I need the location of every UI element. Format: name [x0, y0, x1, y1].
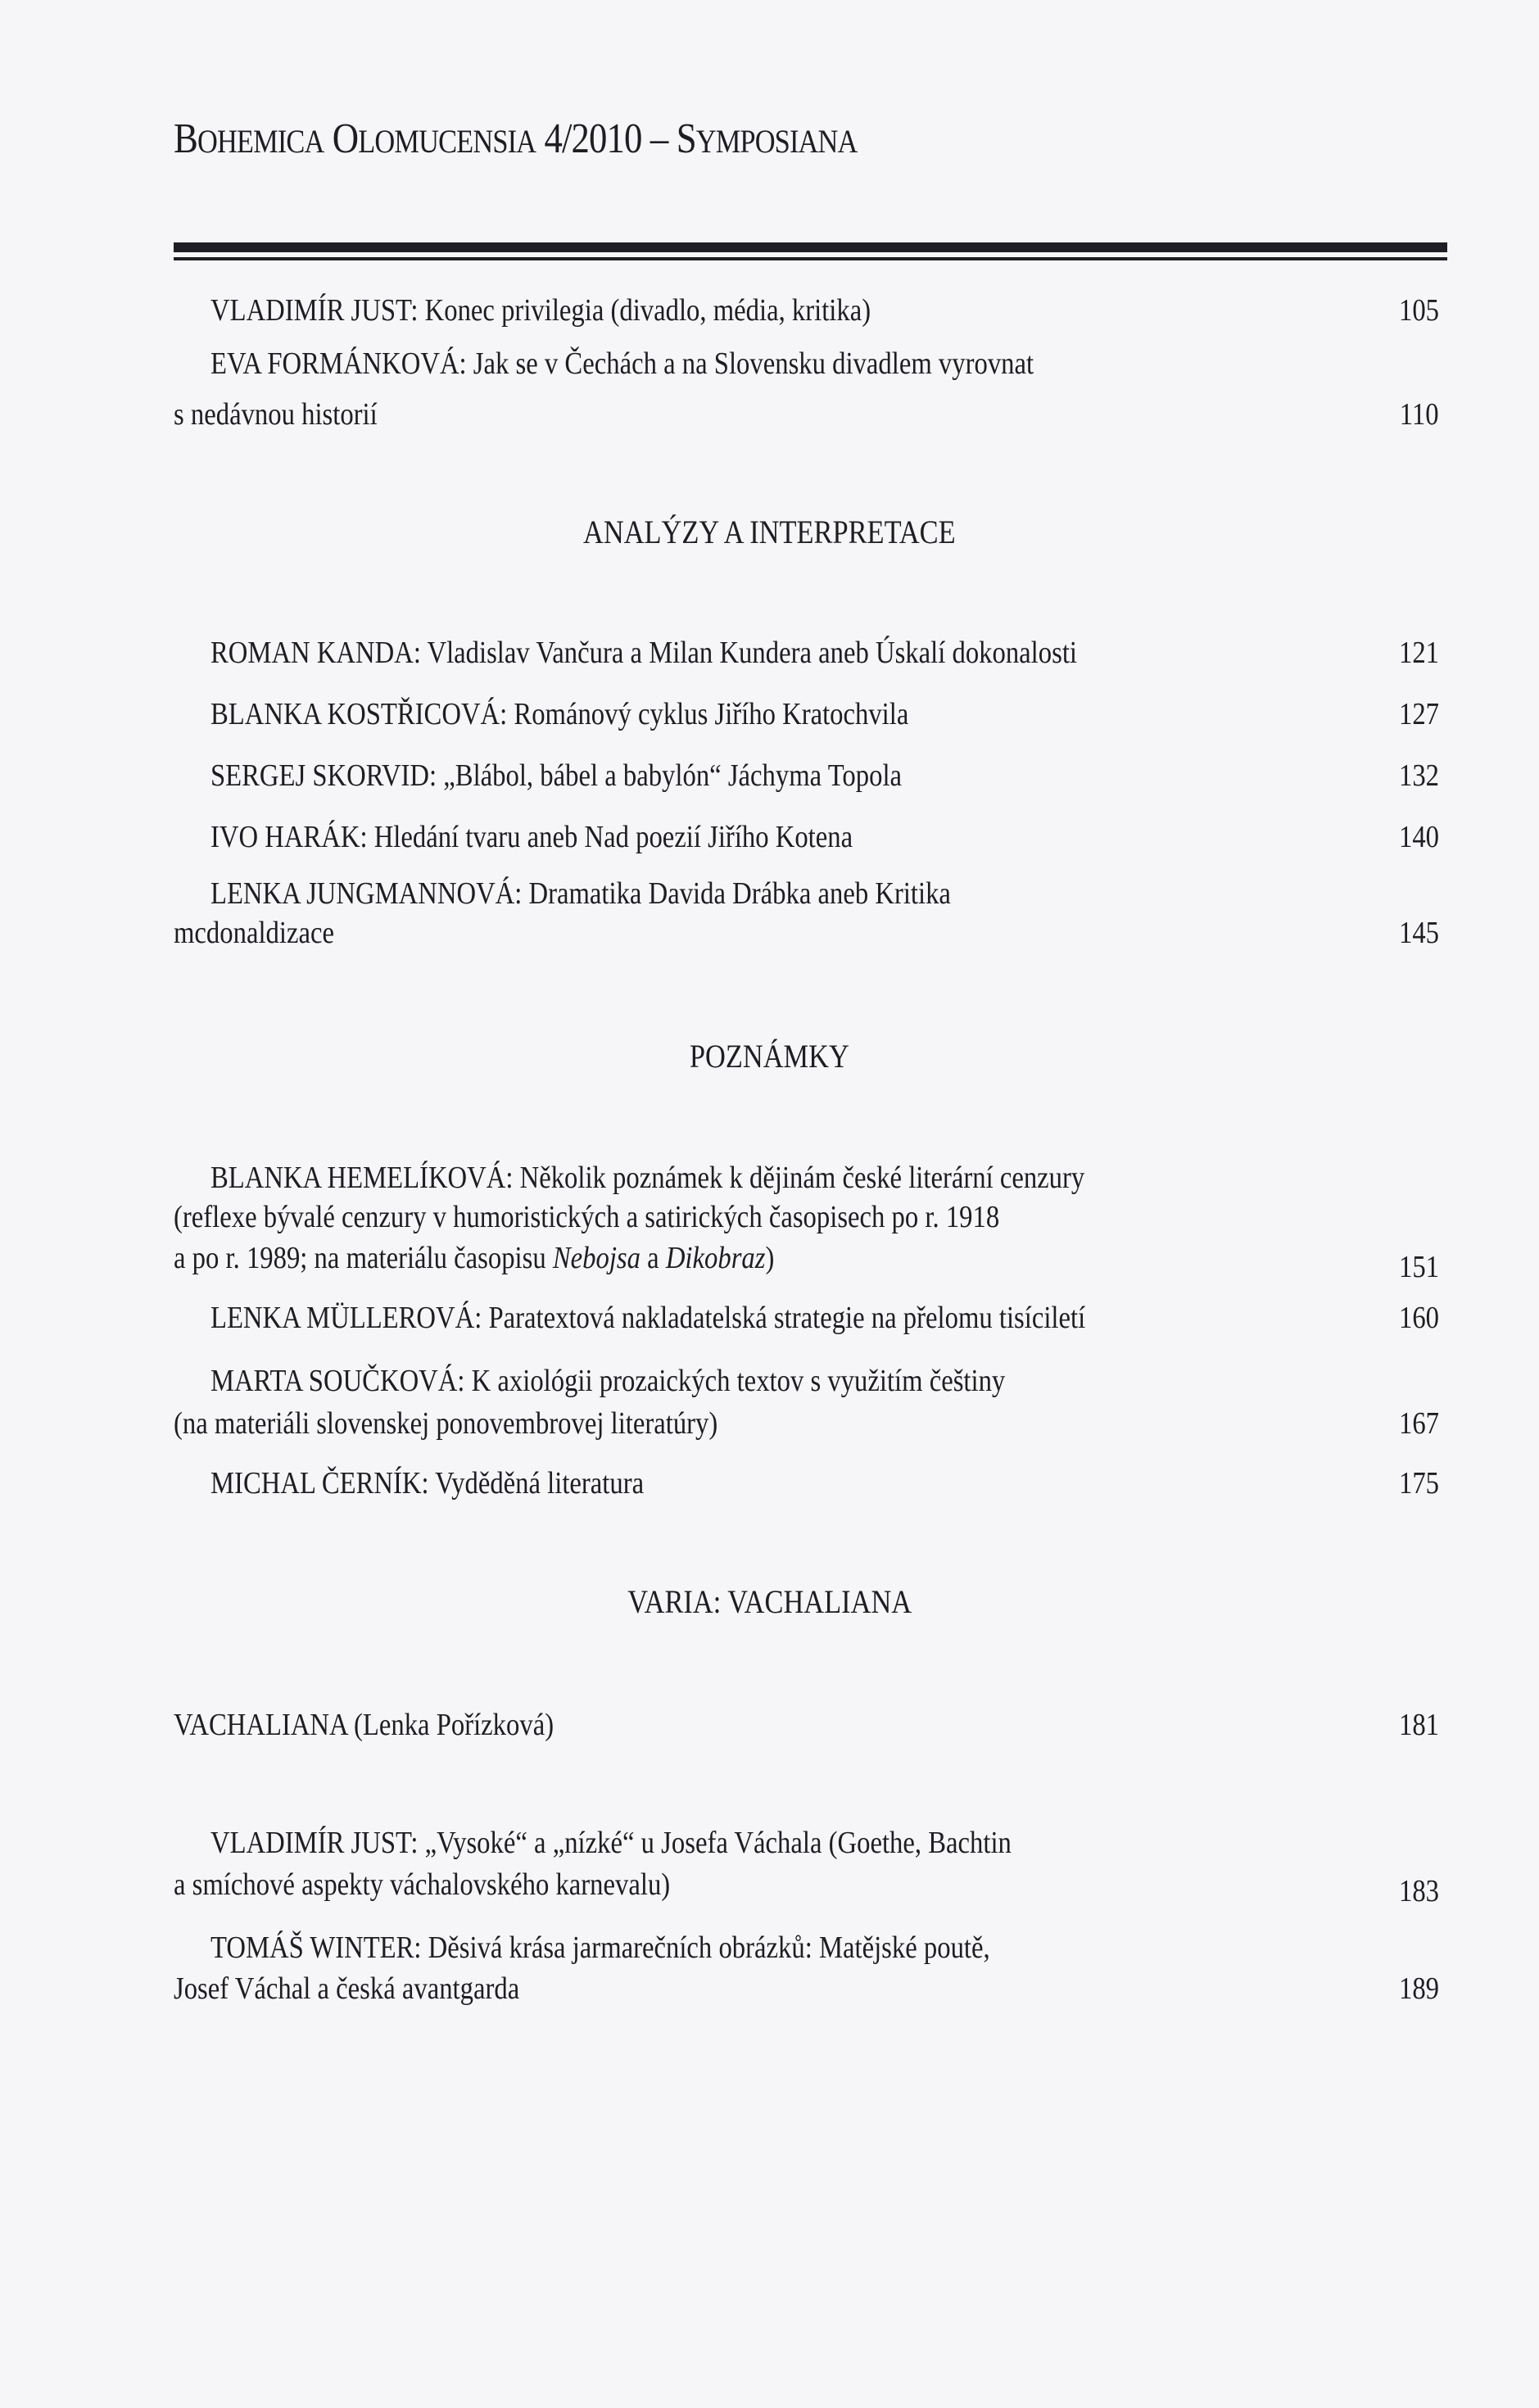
toc-entry: VLADIMÍR JUST: Konec privilegia (divadlo, média, kritika) [210, 293, 871, 328]
toc-entry-continuation: a smíchové aspekty váchalovského karnevalu) [174, 1867, 671, 1902]
toc-entry: TOMÁŠ WINTER: Děsivá krása jarmarečních obrázků: Matějské poutě, [210, 1930, 990, 1965]
header-rule-thin [174, 257, 1447, 260]
toc-entry-continuation: mcdonaldizace [174, 916, 334, 950]
toc-entry-continuation: (na materiáli slovenskej ponovembrovej literatúry) [174, 1406, 718, 1441]
toc-entry: IVO HARÁK: Hledání tvaru aneb Nad poezií Jiřího Kotena [210, 820, 853, 854]
section-heading-analyzy: ANALÝZY A INTERPRETACE [583, 514, 956, 550]
toc-entry: LENKA MÜLLEROVÁ: Paratextová nakladatelská strategie na přelomu tisíciletí [210, 1301, 1086, 1335]
periodical-title: Dikobraz [665, 1241, 766, 1275]
toc-entry: BLANKA KOSTŘICOVÁ: Románový cyklus Jiřího Kratochvila [210, 697, 909, 731]
issue-number: 4/2010 – [544, 115, 668, 162]
page-number: 105 [1398, 293, 1439, 328]
running-header: BOHEMICA OLOMUCENSIA 4/2010 – SYMPOSIANA [174, 115, 858, 162]
toc-entry: VACHALIANA (Lenka Pořízková) [174, 1708, 554, 1742]
toc-entry-continuation: a po r. 1989; na materiálu časopisu Nebojsa a Dikobraz) [174, 1241, 775, 1275]
header-rule-thick [174, 242, 1447, 252]
toc-entry: SERGEJ SKORVID: „Blábol, bábel a babylón“ Jáchyma Topola [210, 758, 903, 793]
toc-entry: ROMAN KANDA: Vladislav Vančura a Milan Kundera aneb Úskalí dokonalosti [210, 636, 1077, 670]
toc-entry-continuation: s nedávnou historií [174, 397, 378, 432]
page-number: 183 [1398, 1874, 1439, 1908]
page-number: 145 [1398, 916, 1439, 950]
toc-entry: MICHAL ČERNÍK: Vyděděná literatura [210, 1466, 645, 1500]
section-heading-poznamky: POZNÁMKY [690, 1038, 849, 1075]
section-heading-varia: VARIA: VACHALIANA [627, 1583, 912, 1620]
page-number: 151 [1398, 1250, 1439, 1284]
page-number: 121 [1398, 636, 1439, 670]
page-number: 167 [1398, 1406, 1439, 1441]
page-number: 160 [1398, 1301, 1439, 1335]
toc-entry: EVA FORMÁNKOVÁ: Jak se v Čechách a na Slovensku divadlem vyrovnat [210, 346, 1034, 381]
page-number: 132 [1398, 758, 1439, 793]
page-number: 189 [1398, 1971, 1439, 2006]
page-number: 175 [1398, 1466, 1439, 1500]
periodical-title: Nebojsa [552, 1241, 640, 1275]
page-number: 140 [1398, 820, 1439, 854]
toc-entry: LENKA JUNGMANNOVÁ: Dramatika Davida Drábka aneb Kritika [210, 876, 951, 911]
toc-entry: BLANKA HEMELÍKOVÁ: Několik poznámek k dějinám české literární cenzury [210, 1161, 1085, 1195]
toc-entry-continuation: (reflexe bývalé cenzury v humoristických a satirických časopisech po r. 1918 [174, 1200, 1000, 1234]
page-number: 127 [1398, 697, 1439, 731]
toc-entry: VLADIMÍR JUST: „Vysoké“ a „nízké“ u Josefa Váchala (Goethe, Bachtin [210, 1826, 1012, 1860]
page-number: 181 [1398, 1708, 1439, 1742]
toc-entry-continuation: Josef Váchal a česká avantgarda [174, 1971, 520, 2006]
page-number: 110 [1400, 397, 1439, 432]
toc-entry: MARTA SOUČKOVÁ: K axiológii prozaických textov s využitím češtiny [210, 1364, 1006, 1398]
